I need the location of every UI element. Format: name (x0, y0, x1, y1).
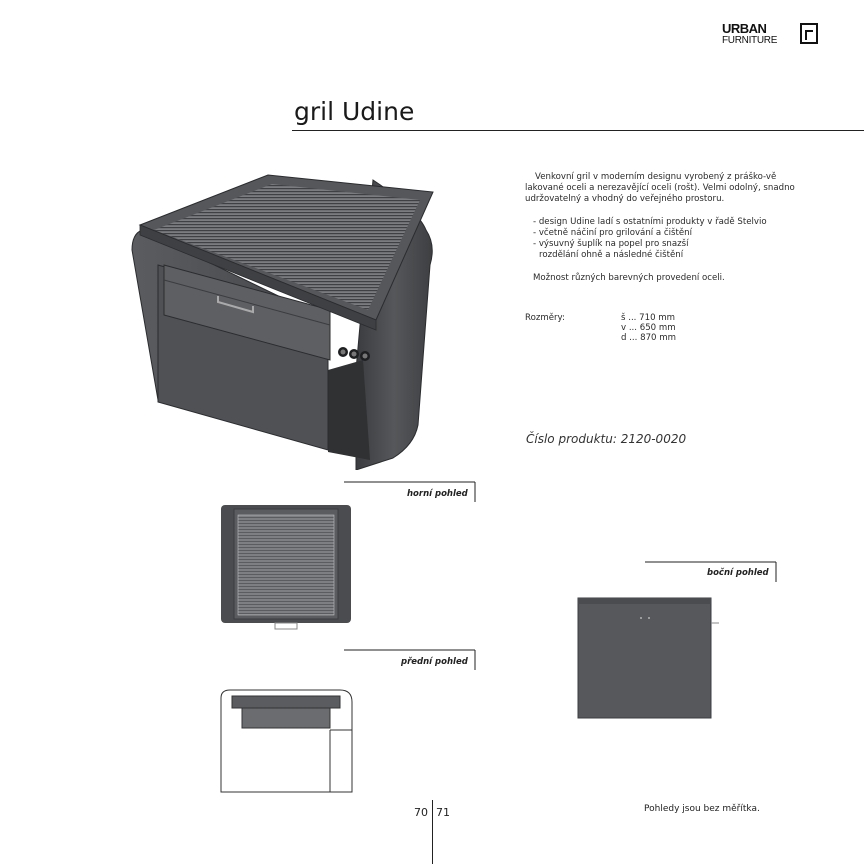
feature-item-continuation: rozdělání ohně a následné čištění (539, 250, 684, 260)
feature-list (525, 217, 805, 261)
product-number: Číslo produktu: 2120-0020 (526, 432, 687, 446)
dimensions-values (621, 313, 676, 343)
feature-item: - výsuvný šuplík na popel pro snazší (533, 239, 689, 249)
page-number-left: 70 (414, 806, 428, 819)
top-view-drawing (218, 505, 354, 635)
title-rule (292, 130, 864, 131)
page-divider (432, 800, 433, 864)
dimension-height: v ... 650 mm (621, 323, 676, 333)
side-view-drawing (576, 596, 722, 722)
page-title: gril Udine (294, 97, 415, 126)
top-view-label: horní pohled (407, 489, 468, 499)
feature-item: - včetně náčiní pro grilování a čištění (533, 228, 692, 238)
logo-mark (800, 23, 818, 44)
page-number-right: 71 (436, 806, 450, 819)
dimensions-label: Rozměry: (525, 313, 565, 323)
scale-note: Pohledy jsou bez měřítka. (644, 804, 760, 814)
front-view-label: přední pohled (401, 657, 468, 667)
product-description (525, 172, 805, 284)
logo-text-bottom: FURNITURE (722, 35, 778, 46)
color-options-note: Možnost různých barevných provedení oceli. (533, 273, 725, 283)
dimension-width: š ... 710 mm (621, 313, 676, 323)
grill-product-image (118, 170, 463, 470)
brand-logo (722, 22, 822, 50)
front-view-drawing (218, 688, 358, 794)
feature-item: - design Udine ladí s ostatními produkty v řadě Stelvio (533, 217, 767, 227)
logo-text-top: URBAN (722, 21, 767, 36)
side-view-label: boční pohled (707, 568, 769, 578)
description-intro: Venkovní gril v moderním designu vyrobený z práško-vě lakované oceli a nerezavějící oceli (rošt). Velmi odolný, snadno udržovatelný a vhodný do veřejného prostoru. (525, 172, 795, 204)
dimension-depth: d ... 870 mm (621, 333, 676, 343)
